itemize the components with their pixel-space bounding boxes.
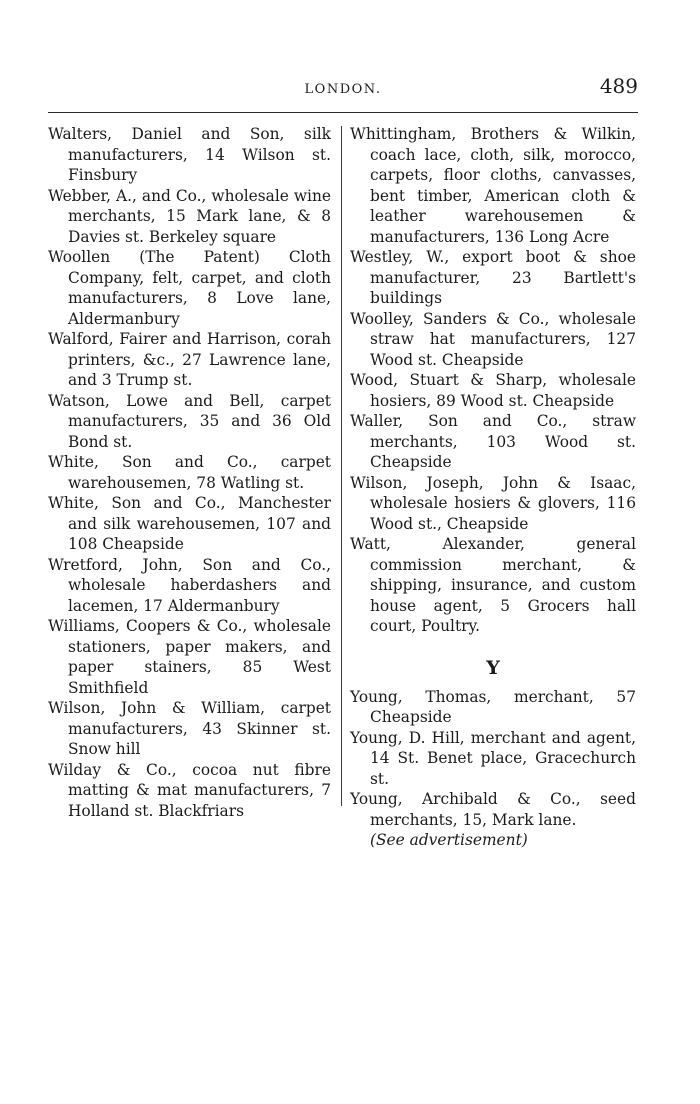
directory-entry: Wood, Stuart & Sharp, wholesale hosiers, 89 Wood st. Cheapside [350,371,636,410]
page-number: 489 [599,74,638,98]
directory-entry: Young, D. Hill, merchant and agent, 14 St. Benet place, Gracechurch st. [350,728,636,788]
directory-entry: Wilson, Joseph, John & Isaac, wholesale hosiers & glovers, 116 Wood st., Cheapside [350,473,636,533]
directory-entry: White, Son and Co., carpet warehousemen, 78 Watling st. [48,453,331,492]
directory-entry: Wilson, John & William, carpet manufacturers, 43 Skinner st. Snow hill [48,699,331,758]
directory-entry: Watson, Lowe and Bell, carpet manufacturers, 35 and 36 Old Bond st. [48,391,331,451]
directory-entry: Wilday & Co., cocoa nut fibre matting & mat manufacturers, 7 Holland st. Blackfriars [48,760,331,820]
header-rule [48,112,638,113]
directory-entry: Whittingham, Brothers & Wilkin, coach lace, cloth, silk, morocco, carpets, floor cloths, canvasses, bent timber, American cloth & leather warehousemen & manufacturers, 136 Long Acre [350,125,636,246]
directory-entry: Williams, Coopers & Co., wholesale stationers, paper makers, and paper stainers, 85 West Smithfield [48,617,331,697]
directory-entry: Wretford, John, Son and Co., wholesale haberdashers and lacemen, 17 Aldermanbury [48,555,331,615]
directory-entry: Watt, Alexander, general commission merchant, & shipping, insurance, and custom house agent, 5 Grocers hall court, Poultry. [350,535,636,635]
directory-entry: Walters, Daniel and Son, silk manufacturers, 14 Wilson st. Finsbury [48,125,331,184]
directory-entry: Westley, W., export boot & shoe manufacturer, 23 Bartlett's buildings [350,248,636,307]
directory-entry: Waller, Son and Co., straw merchants, 103 Wood st. Cheapside [350,412,636,471]
directory-entry: Walford, Fairer and Harrison, corah printers, &c., 27 Lawrence lane, and 3 Trump st. [48,330,331,389]
left-column [48,124,331,821]
running-title: LONDON. [304,82,382,97]
directory-entry: White, Son and Co., Manchester and silk warehousemen, 107 and 108 Cheapside [48,494,331,553]
column-divider [341,126,342,806]
advertisement-note-text: (See advertisement) [370,831,528,849]
directory-entry: Young, Thomas, merchant, 57 Cheapside [350,687,636,726]
directory-entry: Young, Archibald & Co., seed merchants, 15, Mark lane. [350,790,636,829]
advertisement-note [350,830,636,851]
directory-entry: Woolley, Sanders & Co., wholesale straw hat manufacturers, 127 Wood st. Cheapside [350,309,636,369]
right-column [350,124,636,851]
section-letter: Y [486,656,500,679]
running-head [48,74,638,108]
directory-entry: Webber, A., and Co., wholesale wine merchants, 15 Mark lane, & 8 Davies st. Berkeley square [48,186,331,246]
directory-entry: Woollen (The Patent) Cloth Company, felt, carpet, and cloth manufacturers, 8 Love lane, Aldermanbury [48,248,331,328]
